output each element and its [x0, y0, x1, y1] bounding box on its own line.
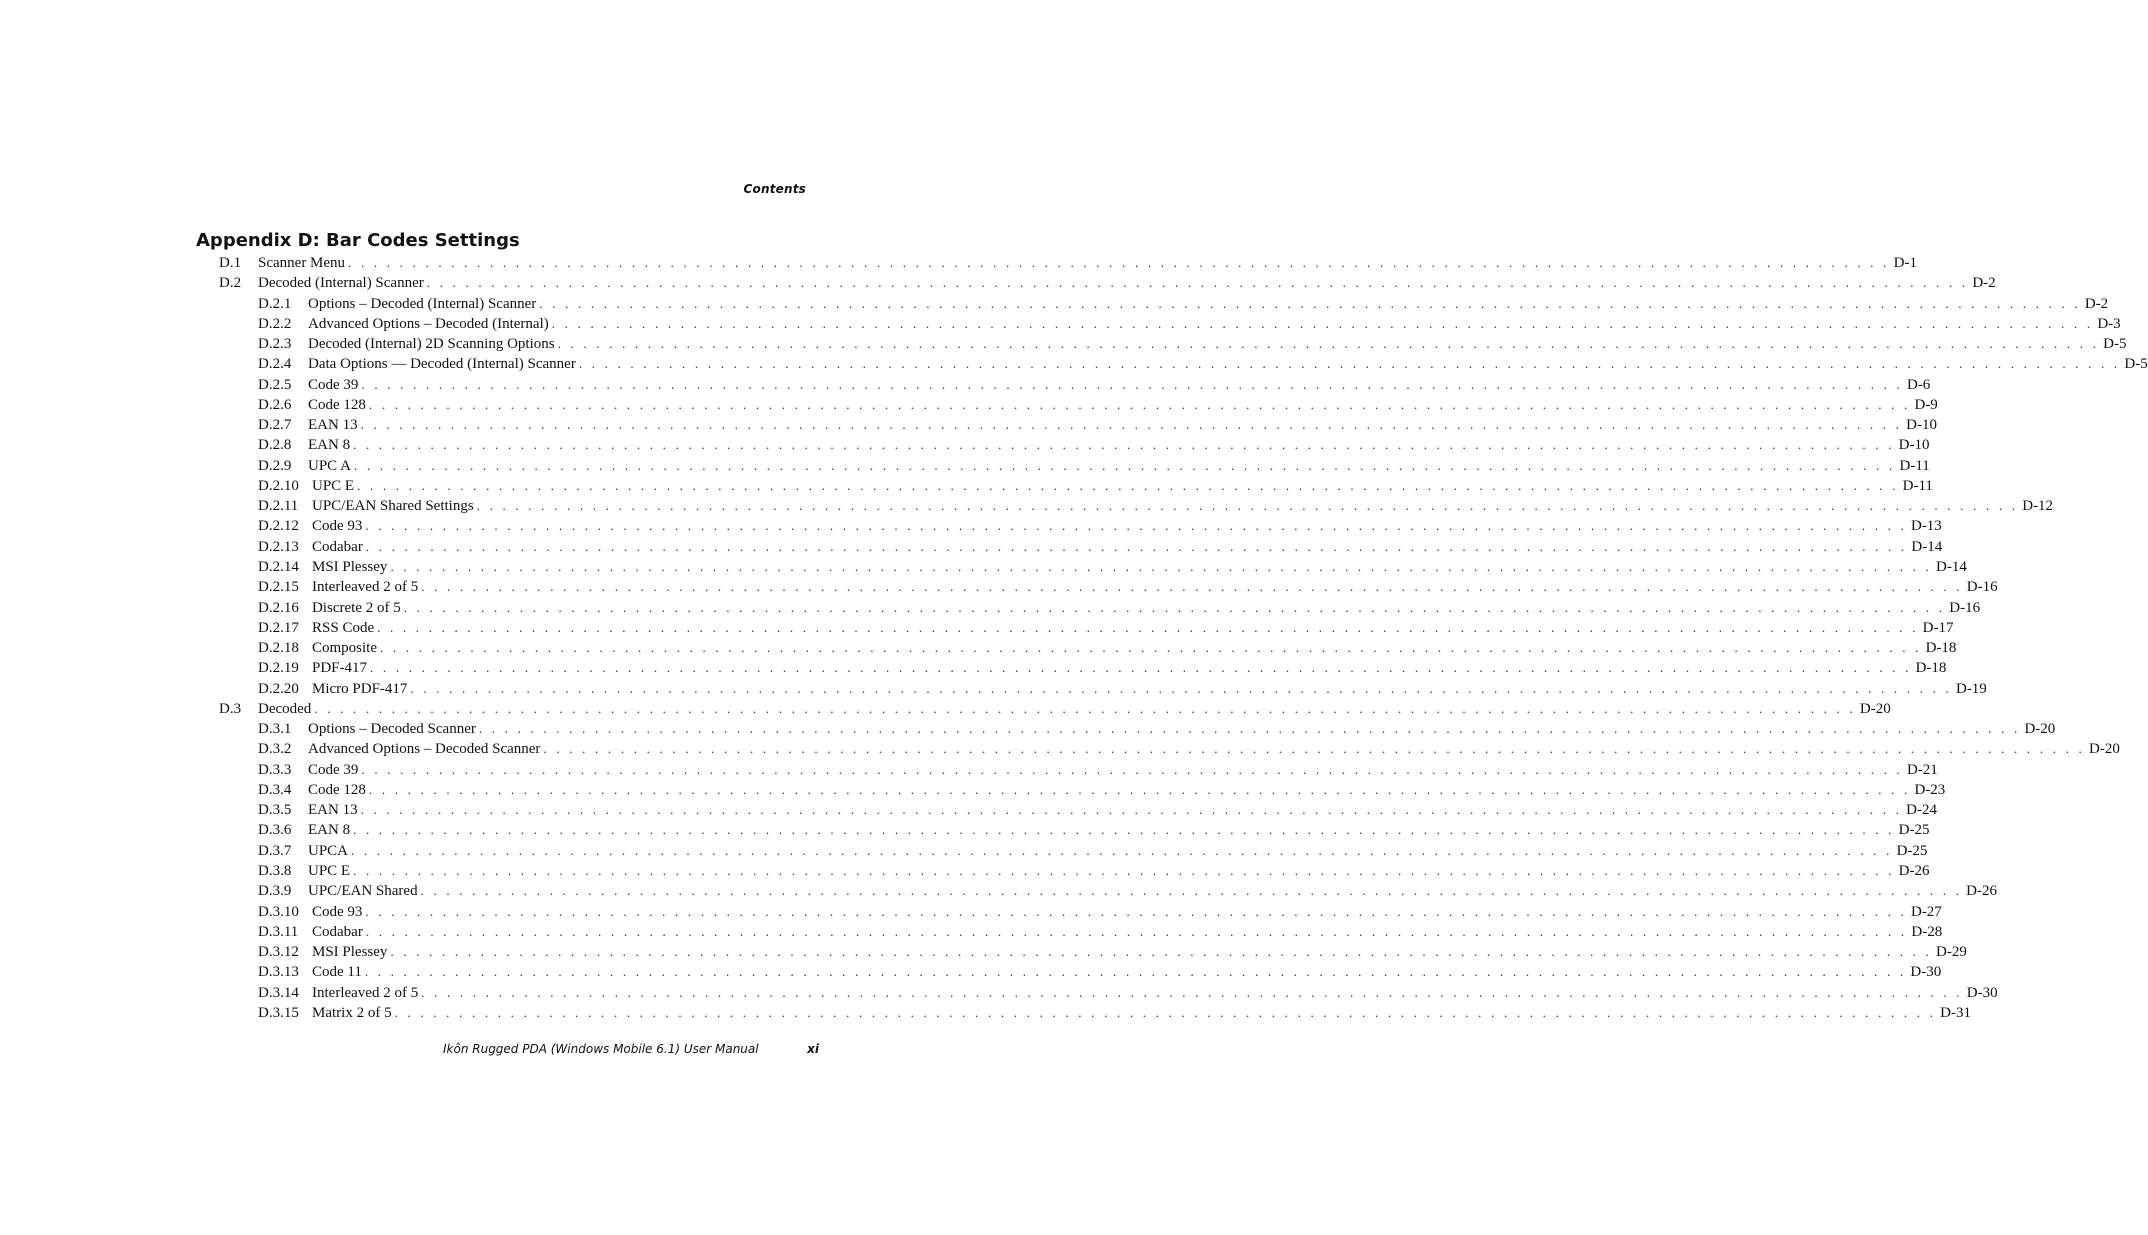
toc-entry-number: D.3.10 [258, 903, 299, 920]
toc-entry[interactable] [219, 841, 1928, 861]
toc-entry-page: D-16 [1966, 579, 1998, 596]
toc-entry-page: D-30 [1910, 964, 1942, 981]
toc-dot-leader: . . . . . . . . . . . . . . . . . . . . . . . . . . . . . . . . . . . . . . . . . . . . . . . . . . . . . . . . . . . . . . . . . . . . . . . . . . . . . . . . . . . . . . . . . . . . . . . . . . . . . . . . . . . . . . . . . . . . . . . . [368, 781, 1911, 797]
toc-entry-number: D.2.18 [258, 640, 299, 657]
toc-entry-title: Advanced Options – Decoded (Internal) [308, 315, 549, 332]
toc-entry-number: D.2.10 [258, 477, 299, 494]
toc-entry[interactable] [219, 476, 1933, 496]
toc-entry-title: Composite [312, 640, 378, 657]
toc-entry-title: Scanner Menu [258, 255, 346, 271]
footer-page-number: xi [807, 1042, 819, 1056]
toc-entry[interactable] [219, 922, 1943, 942]
toc-entry-number: D.2.9 [258, 457, 292, 474]
toc-entry-title: Advanced Options – Decoded Scanner [308, 741, 541, 758]
toc-entry-number: D.2.1 [258, 295, 292, 312]
toc-entry-number: D.2.2 [258, 315, 292, 332]
toc-entry-page: D-27 [1910, 903, 1942, 920]
toc-entry-number: D.2.17 [258, 619, 299, 636]
toc-dot-leader: . . . . . . . . . . . . . . . . . . . . . . . . . . . . . . . . . . . . . . . . . . . . . . . . . . . . . . . . . . . . . . . . . . . . . . . . . . . . . . . . . . . . . . . . . . . . . . . . . . . . . . . . . . . . . . . . . . . . . . . . [394, 1004, 1937, 1020]
toc-entry-title: Discrete 2 of 5 [312, 599, 401, 616]
toc-entry[interactable] [219, 577, 1998, 597]
toc-entry[interactable] [219, 598, 1981, 618]
toc-entry[interactable] [219, 395, 1938, 415]
toc-entry[interactable] [219, 375, 1931, 395]
toc-entry-page: D-11 [1902, 477, 1933, 494]
toc-entry-title: PDF-417 [312, 660, 368, 677]
toc-entry-title: Code 11 [312, 964, 362, 981]
toc-dot-leader: . . . . . . . . . . . . . . . . . . . . . . . . . . . . . . . . . . . . . . . . . . . . . . . . . . . . . . . . . . . . . . . . . . . . . . . . . . . . . . . . . . . . . . . . . . . . . . . . . . . . . . . . . . . . . . . . . . . . . . . . [353, 862, 1895, 878]
toc-entry[interactable] [219, 496, 2054, 516]
toc-dot-leader: . . . . . . . . . . . . . . . . . . . . . . . . . . . . . . . . . . . . . . . . . . . . . . . . . . . . . . . . . . . . . . . . . . . . . . . . . . . . . . . . . . . . . . . . . . . . . . . . . . . . . . . . . . . . . . . . . . . . . . . . [370, 660, 1912, 676]
toc-entry[interactable] [219, 820, 1930, 840]
toc-entry-page: D-10 [1898, 437, 1930, 454]
toc-dot-leader: . . . . . . . . . . . . . . . . . . . . . . . . . . . . . . . . . . . . . . . . . . . . . . . . . . . . . . . . . . . . . . . . . . . . . . . . . . . . . . . . . . . . . . . . . . . . . . . . . . . . . . . . . . . . . . . . . . . . . . . . [377, 619, 1919, 635]
toc-entry[interactable] [219, 983, 1998, 1003]
toc-dot-leader: . . . . . . . . . . . . . . . . . . . . . . . . . . . . . . . . . . . . . . . . . . . . . . . . . . . . . . . . . . . . . . . . . . . . . . . . . . . . . . . . . . . . . . . . . . . . . . . . . . . . . . . . . . . . . . . . . . . . . . . . [390, 558, 1932, 574]
toc-entry-title: Code 128 [308, 396, 366, 413]
toc-dot-leader: . . . . . . . . . . . . . . . . . . . . . . . . . . . . . . . . . . . . . . . . . . . . . . . . . . . . . . . . . . . . . . . . . . . . . . . . . . . . . . . . . . . . . . . . . . . . . . . . . . . . . . . . . . . . . . . . . . . . . . . . [478, 721, 2021, 737]
toc-entry-page: D-14 [1911, 538, 1943, 555]
toc-entry-number: D.2.19 [258, 660, 299, 677]
toc-entry-number: D.2 [219, 275, 242, 292]
table-of-contents [219, 253, 2148, 1023]
toc-entry-title: Codabar [312, 538, 363, 555]
toc-entry-number: D.2.3 [258, 336, 292, 353]
toc-entry-page: D-30 [1966, 984, 1998, 1001]
toc-entry-title: Interleaved 2 of 5 [312, 984, 419, 1001]
toc-dot-leader: . . . . . . . . . . . . . . . . . . . . . . . . . . . . . . . . . . . . . . . . . . . . . . . . . . . . . . . . . . . . . . . . . . . . . . . . . . . . . . . . . . . . . . . . . . . . . . . . . . . . . . . . . . . . . . . . . . . . . . . . [578, 356, 2121, 372]
toc-entry-number: D.2.7 [258, 417, 292, 434]
toc-entry-page: D-3 [2097, 315, 2121, 332]
toc-entry-number: D.3.15 [258, 1004, 299, 1021]
toc-entry-page: D-9 [1914, 396, 1938, 413]
toc-entry-page: D-2 [2084, 295, 2109, 312]
toc-entry-number: D.3.12 [258, 944, 299, 961]
toc-dot-leader: . . . . . . . . . . . . . . . . . . . . . . . . . . . . . . . . . . . . . . . . . . . . . . . . . . . . . . . . . . . . . . . . . . . . . . . . . . . . . . . . . . . . . . . . . . . . . . . . . . . . . . . . . . . . . . . . . . . . . . . . [365, 538, 1908, 554]
toc-entry-title: Options – Decoded (Internal) Scanner [308, 295, 537, 312]
toc-entry-number: D.3.6 [258, 822, 292, 839]
toc-entry-page: D-5 [2124, 356, 2148, 373]
toc-dot-leader: . . . . . . . . . . . . . . . . . . . . . . . . . . . . . . . . . . . . . . . . . . . . . . . . . . . . . . . . . . . . . . . . . . . . . . . . . . . . . . . . . . . . . . . . . . . . . . . . . . . . . . . . . . . . . . . . . . . . . . . . [353, 822, 1895, 838]
toc-entry-title: EAN 13 [308, 802, 358, 819]
toc-entry-number: D.2.4 [258, 356, 292, 373]
toc-entry-number: D.3.3 [258, 761, 292, 778]
toc-dot-leader: . . . . . . . . . . . . . . . . . . . . . . . . . . . . . . . . . . . . . . . . . . . . . . . . . . . . . . . . . . . . . . . . . . . . . . . . . . . . . . . . . . . . . . . . . . . . . . . . . . . . . . . . . . . . . . . . . . . . . . . . [543, 741, 2085, 757]
toc-dot-leader: . . . . . . . . . . . . . . . . . . . . . . . . . . . . . . . . . . . . . . . . . . . . . . . . . . . . . . . . . . . . . . . . . . . . . . . . . . . . . . . . . . . . . . . . . . . . . . . . . . . . . . . . . . . . . . . . . . . . . . . . [364, 964, 1907, 980]
toc-entry[interactable] [219, 780, 1946, 800]
toc-entry-page: D-26 [1966, 883, 1997, 900]
toc-entry-number: D.3.1 [258, 721, 292, 738]
toc-dot-leader: . . . . . . . . . . . . . . . . . . . . . . . . . . . . . . . . . . . . . . . . . . . . . . . . . . . . . . . . . . . . . . . . . . . . . . . . . . . . . . . . . . . . . . . . . . . . . . . . . . . . . . . . . . . . . . . . . . . . . . . . [557, 336, 2100, 352]
toc-dot-leader: . . . . . . . . . . . . . . . . . . . . . . . . . . . . . . . . . . . . . . . . . . . . . . . . . . . . . . . . . . . . . . . . . . . . . . . . . . . . . . . . . . . . . . . . . . . . . . . . . . . . . . . . . . . . . . . . . . . . . . . . [353, 437, 1895, 453]
toc-entry[interactable] [219, 456, 1930, 476]
toc-dot-leader: . . . . . . . . . . . . . . . . . . . . . . . . . . . . . . . . . . . . . . . . . . . . . . . . . . . . . . . . . . . . . . . . . . . . . . . . . . . . . . . . . . . . . . . . . . . . . . . . . . . . . . . . . . . . . . . . . . . . . . . . [551, 315, 2094, 331]
toc-entry-title: Decoded (Internal) 2D Scanning Options [308, 336, 555, 353]
toc-entry-number: D.2.16 [258, 599, 299, 616]
toc-entry-page: D-2 [1972, 275, 1996, 292]
toc-entry-page: D-29 [1936, 944, 1967, 961]
toc-entry-number: D.3.9 [258, 883, 292, 900]
toc-entry[interactable] [219, 679, 1987, 699]
toc-entry-page: D-20 [2089, 741, 2120, 758]
toc-dot-leader: . . . . . . . . . . . . . . . . . . . . . . . . . . . . . . . . . . . . . . . . . . . . . . . . . . . . . . . . . . . . . . . . . . . . . . . . . . . . . . . . . . . . . . . . . . . . . . . . . . . . . . . . . . . . . . . . . . . . . . . . [403, 599, 1946, 615]
toc-entry-page: D-25 [1896, 842, 1928, 859]
toc-entry[interactable] [219, 253, 1917, 273]
toc-entry-title: Interleaved 2 of 5 [312, 579, 419, 596]
toc-entry-title: Decoded [258, 700, 312, 717]
toc-entry-number: D.2.13 [258, 538, 299, 555]
toc-entry-number: D.2.5 [258, 376, 292, 393]
footer-manual-title: Ikôn Rugged PDA (Windows Mobile 6.1) User Manual [443, 1042, 759, 1056]
toc-entry-title: UPC E [308, 862, 351, 879]
toc-entry-page: D-20 [2024, 721, 2056, 738]
toc-entry[interactable] [219, 618, 1954, 638]
toc-entry-page: D-5 [2103, 336, 2127, 353]
toc-entry-title: Code 128 [308, 781, 366, 798]
toc-dot-leader: . . . . . . . . . . . . . . . . . . . . . . . . . . . . . . . . . . . . . . . . . . . . . . . . . . . . . . . . . . . . . . . . . . . . . . . . . . . . . . . . . . . . . . . . . . . . . . . . . . . . . . . . . . . . . . . . . . . . . . . . [365, 518, 1907, 534]
toc-dot-leader: . . . . . . . . . . . . . . . . . . . . . . . . . . . . . . . . . . . . . . . . . . . . . . . . . . . . . . . . . . . . . . . . . . . . . . . . . . . . . . . . . . . . . . . . . . . . . . . . . . . . . . . . . . . . . . . . . . . . . . . . [357, 477, 1899, 493]
toc-entry[interactable] [219, 334, 2127, 354]
toc-entry-title: UPCA [308, 842, 349, 859]
toc-entry-page: D-21 [1906, 761, 1938, 778]
toc-entry-title: Code 39 [308, 376, 359, 393]
toc-dot-leader: . . . . . . . . . . . . . . . . . . . . . . . . . . . . . . . . . . . . . . . . . . . . . . . . . . . . . . . . . . . . . . . . . . . . . . . . . . . . . . . . . . . . . . . . . . . . . . . . . . . . . . . . . . . . . . . . . . . . . . . . [353, 457, 1896, 473]
toc-entry[interactable] [219, 537, 1943, 557]
toc-entry-page: D-31 [1940, 1004, 1971, 1021]
toc-entry[interactable] [219, 415, 1937, 435]
toc-entry-title: MSI Plessey [312, 558, 388, 575]
toc-dot-leader: . . . . . . . . . . . . . . . . . . . . . . . . . . . . . . . . . . . . . . . . . . . . . . . . . . . . . . . . . . . . . . . . . . . . . . . . . . . . . . . . . . . . . . . . . . . . . . . . . . . . . . . . . . . . . . . . . . . . . . . . [361, 376, 1903, 392]
toc-entry-title: Code 39 [308, 761, 359, 778]
toc-entry-number: D.2.12 [258, 518, 299, 535]
toc-dot-leader: . . . . . . . . . . . . . . . . . . . . . . . . . . . . . . . . . . . . . . . . . . . . . . . . . . . . . . . . . . . . . . . . . . . . . . . . . . . . . . . . . . . . . . . . . . . . . . . . . . . . . . . . . . . . . . . . . . . . . . . . [360, 802, 1903, 818]
toc-dot-leader: . . . . . . . . . . . . . . . . . . . . . . . . . . . . . . . . . . . . . . . . . . . . . . . . . . . . . . . . . . . . . . . . . . . . . . . . . . . . . . . . . . . . . . . . . . . . . . . . . . . . . . . . . . . . . . . . . . . . . . . . [426, 275, 1969, 291]
toc-entry[interactable] [219, 314, 2121, 334]
toc-entry-title: Code 93 [312, 903, 363, 920]
toc-entry-title: MSI Plessey [312, 944, 388, 961]
toc-entry-title: Code 93 [312, 518, 363, 535]
toc-entry-number: D.2.20 [258, 680, 299, 697]
toc-entry-number: D.3.2 [258, 741, 292, 758]
toc-entry-page: D-13 [1910, 518, 1942, 535]
toc-entry-title: EAN 13 [308, 417, 358, 434]
toc-entry[interactable] [219, 273, 1996, 293]
toc-entry[interactable] [219, 800, 1937, 820]
toc-dot-leader: . . . . . . . . . . . . . . . . . . . . . . . . . . . . . . . . . . . . . . . . . . . . . . . . . . . . . . . . . . . . . . . . . . . . . . . . . . . . . . . . . . . . . . . . . . . . . . . . . . . . . . . . . . . . . . . . . . . . . . . . [421, 579, 1963, 595]
toc-entry-page: D-1 [1893, 255, 1917, 271]
toc-entry-page: D-12 [2022, 498, 2054, 515]
toc-entry[interactable] [219, 962, 1942, 982]
toc-entry-title: RSS Code [312, 619, 375, 636]
toc-entry-page: D-18 [1915, 660, 1947, 677]
toc-entry-number: D.3.5 [258, 802, 292, 819]
toc-entry-number: D.3.8 [258, 862, 292, 879]
toc-dot-leader: . . . . . . . . . . . . . . . . . . . . . . . . . . . . . . . . . . . . . . . . . . . . . . . . . . . . . . . . . . . . . . . . . . . . . . . . . . . . . . . . . . . . . . . . . . . . . . . . . . . . . . . . . . . . . . . . . . . . . . . . [348, 255, 1890, 270]
running-header: Contents [743, 182, 806, 196]
toc-entry[interactable] [219, 294, 2109, 314]
toc-entry-number: D.3.4 [258, 781, 292, 798]
toc-entry-title: Micro PDF-417 [312, 680, 408, 697]
toc-entry[interactable] [219, 516, 1942, 536]
toc-entry[interactable] [219, 739, 2120, 759]
toc-entry-page: D-11 [1899, 457, 1930, 474]
toc-entry-title: UPC/EAN Shared [308, 883, 418, 900]
toc-dot-leader: . . . . . . . . . . . . . . . . . . . . . . . . . . . . . . . . . . . . . . . . . . . . . . . . . . . . . . . . . . . . . . . . . . . . . . . . . . . . . . . . . . . . . . . . . . . . . . . . . . . . . . . . . . . . . . . . . . . . . . . . [380, 640, 1922, 656]
toc-entry-title: UPC E [312, 477, 355, 494]
toc-dot-leader: . . . . . . . . . . . . . . . . . . . . . . . . . . . . . . . . . . . . . . . . . . . . . . . . . . . . . . . . . . . . . . . . . . . . . . . . . . . . . . . . . . . . . . . . . . . . . . . . . . . . . . . . . . . . . . . . . . . . . . . . [368, 396, 1911, 412]
toc-entry-title: EAN 8 [308, 437, 351, 454]
toc-entry-page: D-25 [1898, 822, 1930, 839]
toc-entry-page: D-23 [1914, 781, 1946, 798]
toc-dot-leader: . . . . . . . . . . . . . . . . . . . . . . . . . . . . . . . . . . . . . . . . . . . . . . . . . . . . . . . . . . . . . . . . . . . . . . . . . . . . . . . . . . . . . . . . . . . . . . . . . . . . . . . . . . . . . . . . . . . . . . . . [361, 761, 1903, 777]
toc-entry-page: D-20 [1859, 700, 1891, 717]
toc-entry-title: EAN 8 [308, 822, 351, 839]
toc-entry-number: D.2.8 [258, 437, 292, 454]
appendix-title: Appendix D: Bar Codes Settings [196, 230, 520, 251]
toc-entry-page: D-16 [1949, 599, 1981, 616]
toc-entry-number: D.3.14 [258, 984, 299, 1001]
toc-dot-leader: . . . . . . . . . . . . . . . . . . . . . . . . . . . . . . . . . . . . . . . . . . . . . . . . . . . . . . . . . . . . . . . . . . . . . . . . . . . . . . . . . . . . . . . . . . . . . . . . . . . . . . . . . . . . . . . . . . . . . . . . [314, 700, 1856, 716]
toc-entry-title: UPC/EAN Shared Settings [312, 498, 474, 515]
toc-entry-title: UPC A [308, 457, 351, 474]
toc-entry-title: Matrix 2 of 5 [312, 1004, 392, 1021]
toc-entry[interactable] [219, 942, 1967, 962]
toc-entry-number: D.2.15 [258, 579, 299, 596]
toc-entry-page: D-10 [1906, 417, 1937, 434]
toc-entry-page: D-28 [1911, 923, 1943, 940]
toc-dot-leader: . . . . . . . . . . . . . . . . . . . . . . . . . . . . . . . . . . . . . . . . . . . . . . . . . . . . . . . . . . . . . . . . . . . . . . . . . . . . . . . . . . . . . . . . . . . . . . . . . . . . . . . . . . . . . . . . . . . . . . . . [539, 295, 2081, 311]
toc-entry-number: D.3 [219, 700, 242, 717]
toc-entry[interactable] [219, 881, 1997, 901]
toc-entry-number: D.2.14 [258, 558, 299, 575]
toc-dot-leader: . . . . . . . . . . . . . . . . . . . . . . . . . . . . . . . . . . . . . . . . . . . . . . . . . . . . . . . . . . . . . . . . . . . . . . . . . . . . . . . . . . . . . . . . . . . . . . . . . . . . . . . . . . . . . . . . . . . . . . . . [420, 883, 1963, 899]
toc-dot-leader: . . . . . . . . . . . . . . . . . . . . . . . . . . . . . . . . . . . . . . . . . . . . . . . . . . . . . . . . . . . . . . . . . . . . . . . . . . . . . . . . . . . . . . . . . . . . . . . . . . . . . . . . . . . . . . . . . . . . . . . . [365, 923, 1908, 939]
toc-entry[interactable] [219, 719, 2056, 739]
toc-entry-title: Options – Decoded Scanner [308, 721, 476, 738]
toc-entry-number: D.2.6 [258, 396, 292, 413]
toc-dot-leader: . . . . . . . . . . . . . . . . . . . . . . . . . . . . . . . . . . . . . . . . . . . . . . . . . . . . . . . . . . . . . . . . . . . . . . . . . . . . . . . . . . . . . . . . . . . . . . . . . . . . . . . . . . . . . . . . . . . . . . . . [421, 984, 1963, 1000]
toc-entry[interactable] [219, 435, 1930, 455]
toc-entry-page: D-26 [1898, 862, 1930, 879]
toc-entry[interactable] [219, 638, 1957, 658]
toc-dot-leader: . . . . . . . . . . . . . . . . . . . . . . . . . . . . . . . . . . . . . . . . . . . . . . . . . . . . . . . . . . . . . . . . . . . . . . . . . . . . . . . . . . . . . . . . . . . . . . . . . . . . . . . . . . . . . . . . . . . . . . . . [365, 903, 1907, 919]
toc-entry-title: Decoded (Internal) Scanner [258, 275, 424, 292]
toc-entry-title: Data Options — Decoded (Internal) Scanner [308, 356, 576, 373]
toc-entry-page: D-24 [1906, 802, 1937, 819]
toc-dot-leader: . . . . . . . . . . . . . . . . . . . . . . . . . . . . . . . . . . . . . . . . . . . . . . . . . . . . . . . . . . . . . . . . . . . . . . . . . . . . . . . . . . . . . . . . . . . . . . . . . . . . . . . . . . . . . . . . . . . . . . . . [351, 842, 1893, 858]
toc-entry-page: D-19 [1955, 680, 1987, 697]
toc-entry-number: D.3.11 [258, 923, 299, 940]
toc-entry-number: D.1 [219, 255, 242, 271]
toc-entry-number: D.3.13 [258, 964, 299, 981]
toc-entry-title: Codabar [312, 923, 363, 940]
toc-entry-number: D.2.11 [258, 498, 299, 515]
toc-entry-page: D-17 [1922, 619, 1954, 636]
toc-dot-leader: . . . . . . . . . . . . . . . . . . . . . . . . . . . . . . . . . . . . . . . . . . . . . . . . . . . . . . . . . . . . . . . . . . . . . . . . . . . . . . . . . . . . . . . . . . . . . . . . . . . . . . . . . . . . . . . . . . . . . . . . [410, 680, 1952, 696]
toc-dot-leader: . . . . . . . . . . . . . . . . . . . . . . . . . . . . . . . . . . . . . . . . . . . . . . . . . . . . . . . . . . . . . . . . . . . . . . . . . . . . . . . . . . . . . . . . . . . . . . . . . . . . . . . . . . . . . . . . . . . . . . . . [390, 944, 1932, 960]
toc-entry-page: D-18 [1925, 640, 1957, 657]
toc-entry-number: D.3.7 [258, 842, 292, 859]
toc-dot-leader: . . . . . . . . . . . . . . . . . . . . . . . . . . . . . . . . . . . . . . . . . . . . . . . . . . . . . . . . . . . . . . . . . . . . . . . . . . . . . . . . . . . . . . . . . . . . . . . . . . . . . . . . . . . . . . . . . . . . . . . . [360, 417, 1903, 433]
toc-entry-page: D-14 [1936, 558, 1967, 575]
toc-entry[interactable] [219, 1003, 1971, 1023]
toc-entry[interactable] [219, 557, 1967, 577]
toc-entry[interactable] [219, 354, 2148, 374]
toc-entry[interactable] [219, 658, 1947, 678]
toc-entry[interactable] [219, 902, 1942, 922]
toc-entry[interactable] [219, 760, 1938, 780]
toc-dot-leader: . . . . . . . . . . . . . . . . . . . . . . . . . . . . . . . . . . . . . . . . . . . . . . . . . . . . . . . . . . . . . . . . . . . . . . . . . . . . . . . . . . . . . . . . . . . . . . . . . . . . . . . . . . . . . . . . . . . . . . . . [476, 498, 2019, 514]
toc-entry[interactable] [219, 699, 1891, 719]
toc-entry-page: D-6 [1906, 376, 1931, 393]
toc-entry[interactable] [219, 861, 1930, 881]
